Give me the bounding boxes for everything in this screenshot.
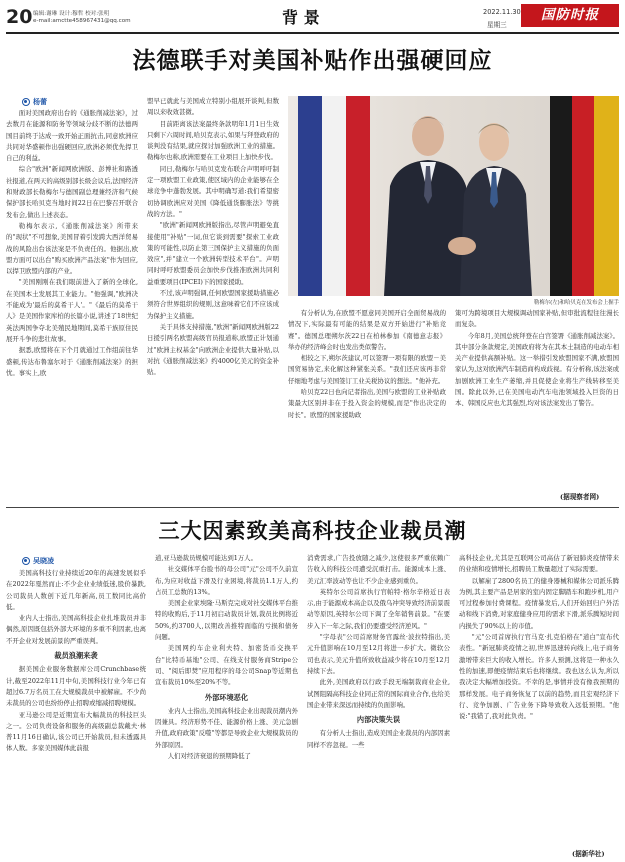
header-rule <box>6 32 619 34</box>
article1-column-4 <box>455 308 619 488</box>
paragraph: 不过,该声明强调,任何欧盟国家援助措施必须符合世界组织的规则,这意味着它们不应该成为保护主义措施。 <box>147 289 279 320</box>
paragraph: 此外,美国政府以行政手段无端制裁商业企业,试图阻隔高科技企业同正常的国际商业合作,也给美国企业带来深远而持续的负面影响。 <box>307 678 450 709</box>
article2-source: (据新华社) <box>572 850 605 858</box>
paragraph: 盟早已就此与美国成立特别小组展开谈判,但数周以来收效甚微。 <box>147 97 279 117</box>
issue-weekday: 星期三 <box>487 21 507 29</box>
subheading: 外部环境恶化 <box>204 692 249 702</box>
masthead-logo: 国防时报 <box>521 4 619 27</box>
paragraph: 高科技企业,尤其是互联网公司高估了新冠肺炎疫情带来的业绩和疫情增长,招聘员工数量超过了实际需要。 <box>459 554 619 574</box>
article-divider <box>6 507 619 508</box>
page-number: 20 <box>6 6 33 28</box>
paragraph: 面对美国政府出台的《通胀削减法案》，过去数月在能源和防务等领域分歧不断的法德两国目前终于达成一致开始正面抗击,同意欧洲应共同对华盛顿作出强硬回应,欧洲必须优先捍卫自己的利益。 <box>6 109 138 163</box>
article1-column-2 <box>147 96 279 502</box>
paragraph: 人们对经济衰退的预期降低了 <box>167 752 251 761</box>
paragraph: 目前距离该法案最终条款明年1月1日生效只剩下六周时间,哈贝克表示,如果与拜登政府的谈判没有结果,就应探讨加强欧洲工业的措施。勒梅尔也称,欧洲需要在工业项目上加快步伐。 <box>147 119 279 162</box>
article1-title: 法德联手对美国补贴作出强硬回应 <box>132 48 493 74</box>
issue-date: 2022.11.30 <box>483 8 521 16</box>
article2-column-3 <box>307 553 450 858</box>
paragraph: 道,亚马逊裁员规模可能达到1万人。 <box>155 554 257 562</box>
paragraph: 综合"欧洲"新闻网欧洲版、彭博社和路透社报道,在两天的高级别部长级会议后,法国经济和财政部长勒梅尔与德国副总理兼经济和气候保护部长哈贝克当地时间22日在巴黎召开联合发布会,做出上述表态。 <box>6 165 138 219</box>
paragraph: 美国网约车企业利夫特、加密货币交换平台"比特币基地"公司、在线支付服务商Stripe公司、"阅后即焚"应用程序的母公司Snap等近期也宣布裁员10%至20%不等。 <box>155 644 298 687</box>
section-title: 背 景 <box>282 8 320 27</box>
paragraph: "美国刚刚在我们眼前进入了新的全球化,在美国本土发展其工业能力。"他强调,"欧洲决不能成为'最后的莫希干人'。"《最后的莫希干人》是美国作家库柏的长篇小说,讲述了18世纪英法两国争夺北美殖民地期间,莫希干族原住民展开斗争的悲壮故事。 <box>6 278 138 343</box>
subheading: 内部决策失误 <box>356 715 401 725</box>
paragraph: 勒梅尔表示,《通胀削减法案》所带来的"现状"不可想象,美国冒着引发跨大西洋贸易战的风险出台该法案是不负责任的。他据出,欧盟方面可以出台"购买欧洲产品法案"作为回应,以捍卫欧盟内部的产业。 <box>6 221 138 276</box>
editors-line: 编辑:谢琳 设计:穆哲 校对:张明 <box>33 11 110 17</box>
paragraph: 以解雇了2800名员工的健身器械和媒体公司派乐腾为例,其主要产品是居家的室内固定脚踏车和跑步机,用户可过程参加付费课程。疫情暴发后,人们开始回归户外活动和线下消费,对家庭健身应用的需求下滑,派乐腾短时间内损失了90%以上的市值。 <box>459 576 619 630</box>
paragraph: 关于具体支持措施,"欧洲"新闻网欧洲版22日援引两名欧盟高级官员报道称,欧盟正计划通过"欧洲主权基金"向欧洲企业提供大量补贴,以对抗《通胀削减法案》约4000亿美元的资金补贴。 <box>147 322 279 377</box>
paragraph: "字母表"公司首席财务官露丝·波拉特指出,美元升值影响在10月至12月将进一步扩大。微软公司也表示,美元升值所致收益减少将在10月至12月持续下去。 <box>307 633 450 675</box>
article2-column-4 <box>459 553 619 845</box>
paragraph: 哈贝克22日也向记者指出,美国与欧盟的工业补贴政策最大区别并非在于投入资金的规模,而是"作出决定的时长"。欧盟的国家援助政 <box>288 388 446 419</box>
paragraph: 今年8月,美国总统拜登在白宫签署《通胀削减法案》。其中部分条款规定,美国政府将为在其本土制造的电动车相关产业提供高额补贴。这一举措引发欧盟国家不满,欧盟国家认为,这对欧洲汽车制造商构成歧视。有分析称,该法案或加剧欧洲工业生产萎缩,并且促使企业将生产线转移至美国。除此以外,已在美国电动汽车电池领域投入巨资的日本、韩国反应也尤其强烈,均对该法案发出了警告。 <box>455 331 619 408</box>
article2-column-1 <box>6 568 146 858</box>
article1-photo-caption: 勒梅尔(左)和哈贝克在发布会上握手 <box>533 300 619 306</box>
paragraph: 社交媒体平台脸书的母公司"元"公司不久前宣布,为应对收益下滑及行业困境,将裁员1.1万人,约占员工总数的13%。 <box>155 565 298 596</box>
article2-column-2 <box>155 553 298 858</box>
editor-email: e-mail:amctte458967431@qq.com <box>33 18 131 24</box>
article1-author-name: 杨蕾 <box>33 98 47 106</box>
author-icon <box>22 557 30 565</box>
article1-column-1 <box>6 108 138 502</box>
paragraph: 亚马逊公司是近期宣布大幅裁员的科技巨头之一。公司负责设备和服务的高级副总裁戴夫·林普11月16日确认,该公司已开始裁员,但未透露具体人数。多家美国媒体此前报 <box>6 710 146 753</box>
paragraph: 美国高科技行业持续近20年的高速发展似乎在2022年戛然而止:不少企业业绩低迷,股价暴跌,公司裁员人数创下近几年新高,员工数同比高价低。 <box>6 569 146 611</box>
article1-column-3 <box>288 308 446 502</box>
paragraph: 消费需求,广告投放随之减少,这使很多严重依赖广告收入的科技公司遭受沉重打击。能源成本上涨、美元汇率波动等也让不少企业感到重负。 <box>307 554 450 585</box>
paragraph: 据悉,欧盟将在下个月就通过工作组前往华盛顿,传达布鲁塞尔对于《通胀削减法案》的担忧。事实上,欧 <box>6 346 138 377</box>
paragraph: 美国企业家埃隆·马斯克完成对社交媒体平台推特的收购后,于11月初启动裁员计划,裁员比例将近50%,约3700人,以期改善推特面临的亏损和债务问题。 <box>155 599 298 642</box>
paragraph: 策可为跨境项目大规模调动国家补贴,但审批流程往往漫长而复杂。 <box>455 309 619 329</box>
paragraph: "元"公司首席执行官马克·扎克伯格在"道白"宣布代表性。"新冠肺炎疫情之初,世界迅速转向线上,电子商务激增带来巨大的收入增长。许多人预测,这将是一种永久性的加速,即便疫情结束后也将继续。我也这么认为,所以我决定大幅增加投资。不幸的是,事情并没有像我预期的那样发展。电子商务恢复了以前的趋势,而且宏观经济下行、竞争加剧、广告业务下降导致收入远低预期。"他说:"我错了,我对此负责。" <box>459 633 619 721</box>
paragraph: 有分析人士指出,造成美国企业裁员的内部因素同样不容忽视。一些 <box>307 729 450 749</box>
paragraph: 据美国企业服务数据库公司Crunchbase统计,截至2022年11月中旬,美国科技行业今年已有超过6.7万名员工在大规模裁员中被解雇。不少尚未裁员的公司也纷纷停止招聘或缩减招聘规模。 <box>6 665 146 708</box>
paragraph: 相较之下,朔尔茨建议,可以签署一项有限的欧盟－美国贸易协定,来化解这种紧张关系。"我们还应该再非常仔细地考虑与美国签订工业关税协议的想法。"他补充。 <box>288 354 446 385</box>
article1-photo <box>288 96 619 296</box>
paragraph: 同日,勒梅尔与哈贝克发布联合声明呼吁制定一项欧盟工业政策,使区域内的企业能够在全球竞争中蓬勃发展。其中明确写道:我们希望密切协调欧洲应对美国《降低通货膨胀法》等挑战的方法。" <box>147 164 279 218</box>
paragraph: 有分析认为,在欧盟不愿意同美国开启全面贸易战的情况下,实际最有可能的结果是双方开始进行"补贴竞赛"。德国总理朔尔茨22日在柏林参加《南德意志报》举办的经济峰会时也发出类似警告。 <box>288 309 446 351</box>
handshake-photo-illustration <box>288 96 619 296</box>
paragraph: 业内人士指出,美国高科技企业扎堆裁员并非偶然,原因既包括外部大环境的多重不利因素,也离不开企业对发展前景的严重误判。 <box>6 614 146 645</box>
paragraph: 业内人士指出,美国高科技企业出现裁员潮内外因兼具。经济形势不佳、能源价格上涨、美元急剧升值,政府政策"反噬"等都是导致企业大规模裁员的外部原因。 <box>155 706 298 749</box>
article1-source: (据现察者网) <box>560 493 600 501</box>
paragraph: 英特尔公司首席执行官帕特·格尔辛格近日表示,由于能源成本高企以及俄乌冲突导致经济前景震动等原因,英特尔公司下调了全年销售前景。"在要步入下一年之际,我们仍要遭受经济逆风。" <box>307 587 450 630</box>
author-icon <box>22 98 30 106</box>
paragraph: "欧洲"新闻网欧洲版指出,尽管声明避免直接使用"补贴"一词,但它谈到需要"探索工业政策的可能性,以防止第三国保护主义措施的负面效应",并"建立一个欧洲转型技术平台"。声明同时呼吁欧盟委员会加快步伐推准欧洲共同利益重要项目(IPCEI)下的国家援助。 <box>147 221 279 286</box>
article2-author-name: 吴晓凌 <box>33 557 54 565</box>
article2-title: 三大因素致美高科技企业裁员潮 <box>158 519 467 543</box>
article1-author <box>22 97 47 107</box>
article2-author <box>22 556 54 566</box>
subheading: 裁员浪潮来袭 <box>54 651 98 661</box>
